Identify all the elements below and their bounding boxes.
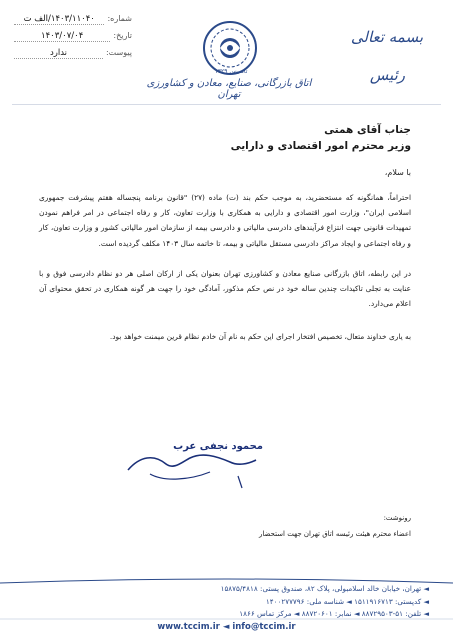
paragraph-2: در این رابطه، اتاق بازرگانی صنایع معادن و کشاورزی تهران بعنوان یکی از ارکان اصلی هر دو نظام دادرسی فوق و با عنایت به تجلی تاکیدات چندین ساله خود در نص حکم مذکور، آمادگی خود را جهت هر گونه همکاری در تحقق محتوای آن اعلام می‌دارد. — [39, 269, 411, 309]
number-value: ۱۴۰۳/۱۱۰۴۰/الف ت — [14, 14, 104, 25]
attachment-label: پیوست: — [105, 48, 132, 57]
attachment-value: ندارد — [14, 48, 103, 59]
date-row — [14, 31, 132, 48]
footer-postal: ◄ کدپستی: ۱۵۱۱۹۱۶۷۱۳ ◄ شناسه ملی: ۱۴۰۰۲۷۷۷۹۶ — [265, 597, 429, 606]
signer-name: محمود نجفی عرب — [173, 441, 263, 452]
letter-meta — [14, 14, 132, 65]
org-name: اتاق بازرگانی، صنایع، معادن و کشاورزی تهران — [146, 78, 312, 100]
paragraph-3: به یاری خداوند متعال، تخصیص افتخار اجرای این حکم به نام آن خادم نظام قرین میمنت خواهد بود. — [109, 332, 411, 341]
paragraph-1: احتراماً، همانگونه که مستحضرید، به موجب حکم بند (ت) ماده (۲۷) "قانون برنامه پنجساله هفتم پیشرفت جمهوری اسلامی ایران"، وزارت امور اقتصادی و دارایی به همکاری با وزارت تعاون، کار و رفاه اجتماعی در امر فراهم نمودن تمهیدات قانونی جهت انتزاع فرآیندهای دادرسی مالیاتی و دادرسی بیمه از سازمان امور مالیاتی کشور و وزارت تعاون، کار و رفاه اجتماعی و ایجاد مراکز دادرسی مستقل مالیاتی و بیمه، تا خاتمه سال ۱۴۰۳ مکلف گردیده است. — [39, 193, 412, 248]
addressee-name: جناب آقای همتی — [324, 124, 411, 136]
cc-label: رونوشت: — [383, 514, 411, 522]
date-label: تاریخ: — [113, 31, 132, 40]
number-label: شماره: — [107, 14, 132, 23]
footer-address: ◄ تهران، خیابان خالد اسلامبولی، پلاک ۸۲، صندوق پستی: ۱۵۸۷۵/۴۸۱۸ — [220, 584, 429, 593]
footer-website: www.tccim.ir ◄ info@tccim.ir — [157, 622, 296, 632]
date-value: ۱۴۰۳/۰۷/۰۴ — [14, 31, 110, 42]
attachment-row — [14, 48, 132, 65]
rais-title: رئیس — [369, 66, 405, 84]
cc-item: اعضاء محترم هیئت رئیسه اتاق تهران جهت استحضار — [258, 530, 411, 538]
number-row — [14, 14, 132, 31]
header-divider — [12, 104, 441, 105]
addressee-title: وزیر محترم امور اقتصادی و دارایی — [230, 140, 411, 152]
bismillah: بسمه تعالی — [350, 28, 423, 46]
footer-phone: ◄ تلفن: ۵۱-۸۸۷۲۹۵۰۳ ◄ نمابر: ۸۸۷۲۰۶۰۱ ◄ مرکز تماس ۱۸۶۶ — [239, 609, 429, 618]
founded-text: تاسیس ۱۳۲۹ — [214, 68, 248, 75]
salutation: با سلام، — [384, 168, 411, 177]
addressee — [231, 124, 411, 156]
